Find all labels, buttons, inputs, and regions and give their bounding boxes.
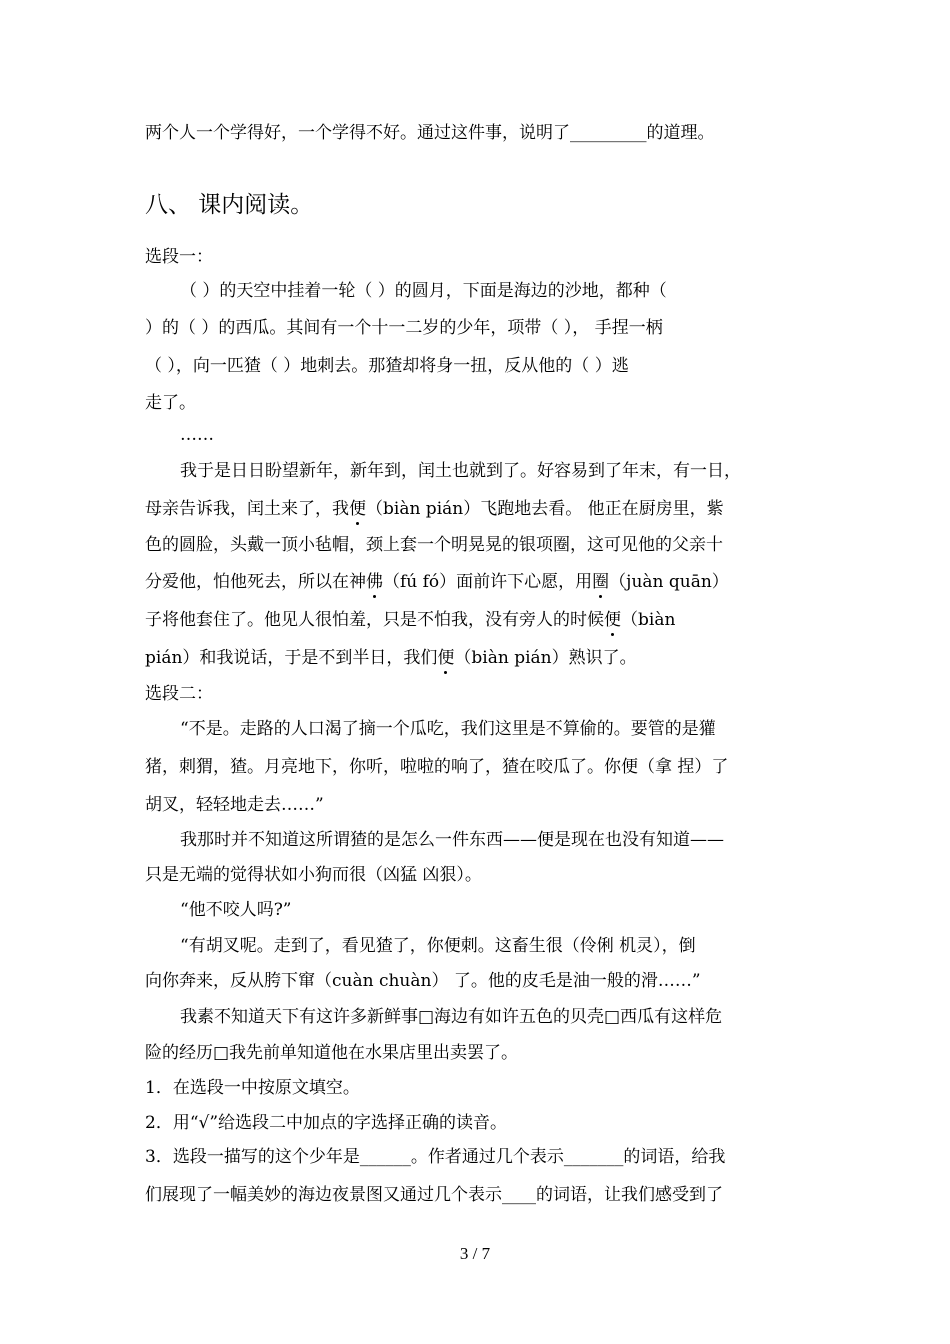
text-line: 走了。 [145, 393, 196, 413]
text-line: 只是无端的觉得状如小狗而很（凶猛 凶狠）。 [145, 865, 482, 885]
text-line: ）的（ ）的西瓜。其间有一个十一二岁的少年，项带（ ）， 手捏一柄 [145, 318, 663, 338]
text-line: 胡叉，轻轻地走去……” [145, 795, 324, 815]
text-line: 子将他套住了。他见人很怕羞，只是不怕我，没有旁人的时候便（biàn [145, 610, 676, 630]
dotted-char: 圈 [592, 572, 610, 592]
text-line: 险的经历□我先前单知道他在水果店里出卖罢了。 [145, 1043, 519, 1063]
text-line: 猪，刺猬，猹。月亮地下，你听，啦啦的响了，猹在咬瓜了。你便（拿 捏）了 [145, 757, 729, 777]
question-1: 1．在选段一中按原文填空。 [145, 1078, 360, 1098]
text-line: pián）和我说话，于是不到半日，我们便（biàn pián）熟识了。 [145, 648, 637, 668]
question-2: 2．用“√”给选段二中加点的字选择正确的读音。 [145, 1113, 508, 1133]
dotted-char: 便 [604, 610, 621, 630]
text-line: 两个人一个学得好，一个学得不好。通过这件事，说明了_________的道理。 [145, 123, 715, 143]
text-line: 分爱他，怕他死去，所以在神佛（fú fó）面前许下心愿，用圈（juàn quān） [145, 572, 729, 592]
text-line: …… [180, 425, 214, 445]
passage-label: 选段二： [145, 684, 213, 704]
dotted-char: 便 [349, 499, 366, 519]
dotted-char: 佛 [366, 572, 383, 592]
text-line: 母亲告诉我，闰土来了，我便（biàn pián）飞跑地去看。 他正在厨房里，紫 [145, 499, 724, 519]
question-3-cont: 们展现了一幅美妙的海边夜景图又通过几个表示____的词语，让我们感受到了 [145, 1185, 723, 1205]
text-line: 我素不知道天下有这许多新鲜事□海边有如许五色的贝壳□西瓜有这样危 [180, 1007, 723, 1027]
text-line: “不是。走路的人口渴了摘一个瓜吃，我们这里是不算偷的。要管的是獾 [180, 719, 716, 739]
passage-label: 选段一： [145, 247, 213, 267]
text-line: （ ）的天空中挂着一轮（ ）的圆月，下面是海边的沙地，都种（ [180, 281, 667, 301]
text-line: “有胡叉呢。走到了，看见猹了，你便刺。这畜生很（伶俐 机灵），倒 [180, 936, 696, 956]
section-heading: 八、 课内阅读。 [145, 192, 314, 218]
text-line: “他不咬人吗?” [180, 900, 292, 920]
question-3: 3．选段一描写的这个少年是______。作者通过几个表示_______的词语，给我 [145, 1147, 726, 1167]
text-line: 我那时并不知道这所谓猹的是怎么一件东西——便是现在也没有知道—— [180, 830, 724, 850]
page-number: 3 / 7 [459, 1244, 491, 1263]
text-line: （ ），向一匹猹（ ）地刺去。那猹却将身一扭，反从他的（ ）逃 [145, 356, 629, 376]
text-line: 我于是日日盼望新年，新年到，闰土也就到了。好容易到了年末，有一日， [180, 461, 741, 481]
text-line: 色的圆脸，头戴一顶小毡帽，颈上套一个明晃晃的银项圈，这可见他的父亲十 [145, 535, 723, 555]
dotted-char: 便 [437, 648, 455, 668]
text-line: 向你奔来，反从胯下窜（cuàn chuàn） 了。他的皮毛是油一般的滑……” [145, 971, 701, 991]
